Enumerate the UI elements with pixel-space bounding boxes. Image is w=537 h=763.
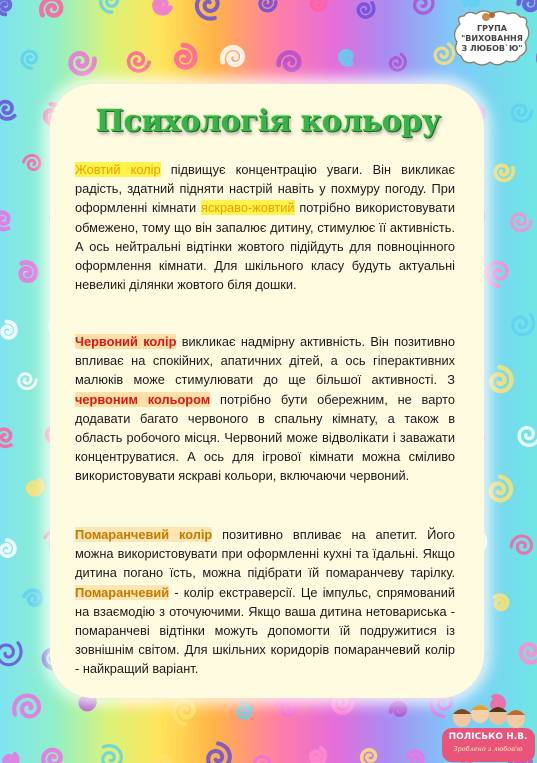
swirl-icon	[390, 54, 405, 70]
swirl-icon	[174, 701, 194, 724]
swirl-icon	[362, 750, 376, 763]
swirl-icon	[521, 644, 537, 662]
swirl-icon	[465, 0, 479, 6]
swirl-icon	[491, 477, 511, 501]
term-bright-yellow: яскраво-жовтий	[201, 200, 295, 216]
term-orange: Помаранчевий колір	[75, 527, 213, 542]
yellow-text-1: підвищує концентрацію уваги. Він викликає радість, здатний підняти настрій навіть у похмуру погоду. При оформленні кімнати	[75, 162, 456, 216]
swirl-icon	[407, 752, 423, 763]
swirl-icon	[495, 165, 513, 180]
swirl-icon	[512, 105, 532, 121]
swirl-icon	[21, 263, 36, 281]
swirl-icon	[254, 757, 271, 763]
logo-text	[454, 24, 530, 54]
orange-text-1: позитивно впливає на апетит. Його можна використовувати при оформленні кухні та їдальні. Якщо дитина погано їсть, можна підібрати їй помаранчеву тарілку.	[75, 527, 455, 581]
swirl-icon	[222, 48, 242, 65]
swirl-icon	[24, 155, 40, 169]
swirl-icon	[0, 0, 10, 14]
swirl-icon	[312, 0, 326, 10]
swirl-icon	[391, 703, 405, 715]
logo-line-2: "ВИХОВАННЯ	[461, 34, 523, 43]
swirl-icon	[0, 213, 9, 230]
swirl-icon	[81, 698, 95, 710]
swirl-icon	[279, 52, 300, 70]
swirl-icon	[276, 697, 296, 715]
swirl-icon	[519, 0, 537, 10]
swirl-icon	[43, 750, 60, 763]
swirl-icon	[41, 0, 61, 16]
bear-icon	[482, 13, 490, 21]
swirl-icon	[22, 51, 36, 68]
orange-text-2: - колір екстраверсії. Це імпульс, спрямований на взаємодію з оточуючими. Якщо ваша дитина нетовариська - помаранчеві відтінки можуть допомогти їй подружитися із зовнішнім світом. Для шкільних коридорів помаранчевий колір - найкращий варіант.	[75, 584, 455, 677]
swirl-icon	[208, 744, 230, 763]
swirl-icon	[513, 314, 534, 334]
swirl-icon	[2, 322, 16, 338]
swirl-icon	[4, 754, 17, 763]
swirl-icon	[519, 428, 537, 446]
swirl-icon	[334, 696, 353, 712]
swirl-icon	[340, 51, 351, 64]
swirl-icon	[435, 44, 453, 64]
swirl-icon	[358, 3, 374, 17]
swirl-icon	[28, 480, 42, 494]
swirl-icon	[155, 757, 169, 763]
paragraph-orange	[75, 525, 455, 679]
logo-line-1: ГРУПА	[476, 24, 507, 33]
swirl-icon	[511, 536, 531, 553]
term-red-color: червоним кольором	[75, 391, 211, 407]
swirl-icon	[71, 53, 95, 73]
swirl-icon	[177, 45, 196, 67]
yellow-text-2: потрібно використовувати обмежено, тому що він запалює дитину, стимулює її активність. А ось нейтральні відтінки жовтого підійдуть для повноцінного оформлення кімнати. Для шкільного класу будуть актуальні невеликі ділянки жовтого біля дошки.	[75, 200, 455, 293]
swirl-icon	[0, 643, 21, 665]
swirl-icon	[19, 374, 36, 389]
swirl-icon	[155, 0, 171, 13]
swirl-icon	[512, 214, 532, 231]
swirl-icon	[260, 0, 276, 11]
swirl-icon	[1, 540, 15, 556]
swirl-icon	[491, 367, 511, 391]
swirl-icon	[129, 53, 150, 71]
paragraph-red	[75, 332, 455, 486]
page-title: Психологія кольору	[95, 104, 441, 139]
swirl-icon	[495, 595, 508, 609]
swirl-icon	[414, 0, 433, 13]
term-red: Червоний колір	[75, 334, 177, 349]
author-subtitle: Зроблено з любов'ю	[453, 745, 523, 753]
term-orange-2: Помаранчевий	[75, 584, 170, 600]
swirl-icon	[197, 0, 218, 19]
swirl-icon	[0, 429, 11, 446]
term-yellow: Жовтий колір	[75, 162, 161, 177]
swirl-icon	[0, 102, 15, 119]
red-text-1: викликає надмірну активність. Він позитивно впливає на спокійних, апатичних дітей, а ось гіперактивних малюків може стимулювати до ще більшої активності. З	[75, 334, 455, 388]
swirl-icon	[311, 748, 325, 763]
swirl-icon	[103, 746, 122, 763]
swirl-icon	[238, 703, 251, 718]
swirl-icon	[14, 696, 39, 717]
swirl-icon	[487, 263, 507, 287]
author-name: ПОЛІСЬКО Н.В.	[448, 732, 528, 742]
swirl-icon	[101, 0, 118, 12]
red-text-2: потрібно бути обережним, не варто додавати багато червоного в спальну кімнату, а також в область робочого місця. Червоний може відволікати і заважати концентруватися. А ось для ігрової кімнати можна сміливо використовувати яскраві кольори, включаючи червоний.	[75, 391, 455, 484]
paragraph-yellow	[75, 160, 455, 294]
swirl-icon	[24, 590, 41, 605]
logo-line-3: З ЛЮБОВ`Ю"	[461, 44, 523, 53]
